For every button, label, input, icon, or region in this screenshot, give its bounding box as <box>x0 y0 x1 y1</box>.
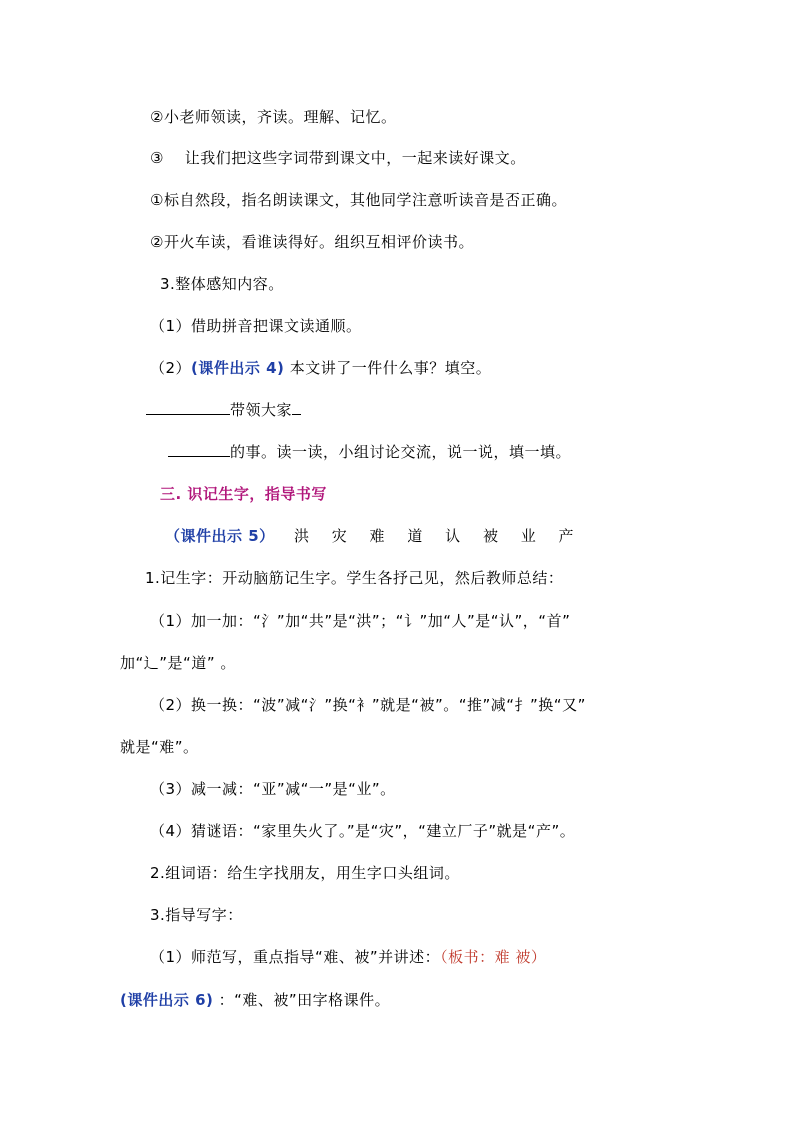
para-7-text: 本文讲了一件什么事？填空。 <box>284 359 492 377</box>
char-2: 灾 <box>331 527 348 545</box>
courseware-tag-6: (课件出示 6) <box>120 991 214 1009</box>
char-5: 认 <box>445 527 461 545</box>
para-5: 3.整体感知内容。 <box>160 275 284 293</box>
fill-blank-text-2: 的事。读一读，小组讨论交流，说一说，填一填。 <box>230 443 572 461</box>
char-1: 洪 <box>293 527 310 545</box>
char-3: 难 <box>369 527 386 545</box>
para-20 <box>150 947 546 967</box>
para-4: ②开火车读，看谁读得好。组织互相评价读书。 <box>150 233 474 251</box>
para-16: （3）减一减：“亚”减“一”是“业”。 <box>150 780 396 798</box>
para-7 <box>150 358 491 378</box>
para-2: ③ 让我们把这些字词带到课文中，一起来读好课文。 <box>150 149 526 167</box>
para-6: （1）借助拼音把课文读通顺。 <box>150 317 362 335</box>
blank-2 <box>292 400 301 415</box>
para-3: ①标自然段，指名朗读课文，其他同学注意听读音是否正确。 <box>150 191 567 209</box>
char-6: 被 <box>482 527 499 545</box>
new-characters-row <box>165 526 591 546</box>
para-20-text: （1）师范写，重点指导“难、被”并讲述： <box>150 948 441 966</box>
courseware-tag-5: （课件出示 5） <box>165 527 275 545</box>
para-18: 2.组词语：给生字找朋友，用生字口头组词。 <box>150 864 460 882</box>
blank-1 <box>146 400 230 415</box>
para-17: （4）猜谜语：“家里失火了。”是“灾”，“建立厂子”就是“产”。 <box>150 822 576 840</box>
para-21 <box>120 990 390 1010</box>
courseware-tag-4: (课件出示 4) <box>191 359 285 377</box>
para-21-text: ：“难、被”田字格课件。 <box>213 991 391 1009</box>
para-15: 就是“难”。 <box>120 738 199 756</box>
fill-blank-line-1 <box>146 400 301 420</box>
para-13: 加“辶”是“道” 。 <box>120 654 236 672</box>
section-heading: 三. 识记生字，指导书写 <box>160 485 327 503</box>
fill-blank-text-1: 带领大家 <box>230 401 293 419</box>
para-12: （1）加一加：“氵”加“共”是“洪”；“讠”加“人”是“认”，“首” <box>150 612 571 630</box>
para-14: （2）换一换：“波”减“氵”换“衤”就是“被”。“推”减“扌”换“又” <box>150 696 586 714</box>
fill-blank-line-2 <box>168 442 571 462</box>
char-7: 业 <box>520 527 537 545</box>
board-writing-note: （板书：难 被） <box>440 948 547 966</box>
para-19: 3.指导写字： <box>150 906 243 924</box>
para-1: ②小老师领读，齐读。理解、记忆。 <box>150 108 397 126</box>
blank-3 <box>168 442 230 457</box>
char-4: 道 <box>407 527 423 545</box>
char-8: 产 <box>558 527 575 545</box>
para-7-prefix: （2） <box>150 359 192 377</box>
para-11: 1.记生字：开动脑筋记生字。学生各抒己见，然后教师总结： <box>145 569 564 587</box>
